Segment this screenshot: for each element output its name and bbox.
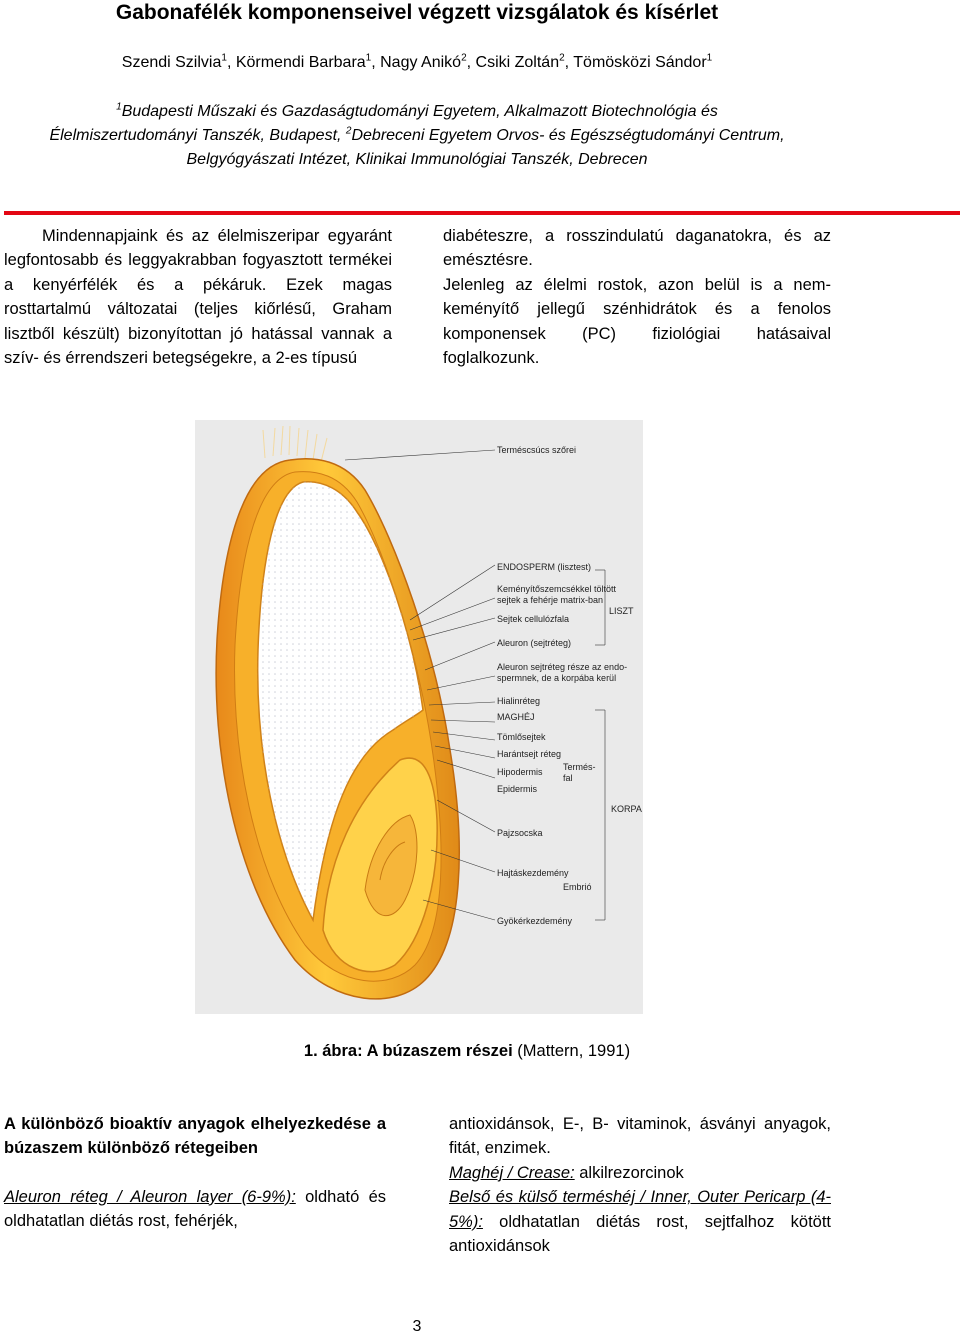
label-aleuron-note-1: Aleuron sejtréteg része az endo-: [497, 662, 628, 672]
label-cross-cells: Harántsejt réteg: [497, 749, 562, 759]
affiliation-line-3: Belgyógyászati Intézet, Klinikai Immunológiai Tanszék, Debrecen: [186, 151, 648, 168]
label-pericarp-2: fal: [563, 773, 573, 783]
author-affiliation-mark: 2: [559, 52, 565, 64]
label-endosperm: ENDOSPERM (lisztest): [497, 562, 592, 572]
section-divider: [4, 211, 960, 215]
page-number: 3: [412, 1318, 422, 1335]
affiliations: [0, 100, 834, 172]
author-list: Szendi Szilvia$^1$, Körmendi Barbara$^1$, Nagy Anikó$^2$, Csiki Zoltán$^2$, Tömösközi Sándor$^1$: [121, 52, 713, 71]
label-hyaline: Hialinréteg: [497, 696, 541, 706]
author-name: Szendi Szilvia: [121, 54, 222, 71]
label-scutellum: Pajzsocska: [497, 828, 543, 838]
author-affiliation-mark: 1: [221, 52, 227, 64]
wheat-grain-figure: [195, 420, 643, 1014]
aleuron-paragraph-cont: antioxidánsok, E-, B- vitaminok, ásványi anyagok, fitát, enzimek.: [449, 1115, 831, 1158]
label-seed-coat: MAGHÉJ: [497, 712, 535, 722]
label-shoot: Hajtáskezdemény: [497, 868, 569, 878]
label-root: Gyökérkezdemény: [497, 916, 573, 926]
intro-right-column: [443, 224, 831, 370]
label-starch-2: sejtek a fehérje matrix-ban: [497, 595, 604, 605]
label-hypodermis: Hipodermis: [497, 767, 543, 777]
intro-left-column: [4, 224, 392, 370]
label-aleuron: Aleuron (sejtréteg): [497, 638, 572, 648]
author-name: Körmendi Barbara: [235, 54, 366, 71]
author-affiliation-mark: 1: [365, 52, 372, 64]
label-cell-walls: Sejtek cellulózfala: [497, 614, 570, 624]
author-affiliation-mark: 1: [706, 52, 713, 64]
section-heading: A különböző bioaktív anyagok elhelyezkedése a búzaszem különböző rétegeiben: [4, 1115, 386, 1158]
author-name: Tömösközi Sándor: [573, 54, 707, 71]
figure-caption: 1. ábra: A búzaszem részei (Mattern, 1991): [303, 1042, 631, 1060]
label-starch-1: Keményítőszemcsékkel töltött: [497, 584, 617, 594]
affiliation-line-2: Élelmiszertudományi Tanszék, Budapest, $^2$Debreceni Egyetem Orvos- és Egészségtudományi Centrum,: [49, 125, 785, 144]
label-flour: LISZT: [609, 606, 634, 616]
label-bran: KORPA: [611, 804, 642, 814]
label-embryo: Embrió: [563, 882, 592, 892]
affiliation-line-1: $^1$Budapesti Műszaki és Gazdaságtudományi Egyetem, Alkalmazott Biotechnológia és: [116, 101, 718, 120]
pericarp-paragraph: Belső és külső terméshéj / Inner, Outer Pericarp (4-5%): oldhatatlan diétás rost, sejtfalhoz kötött antioxidánsok: [449, 1188, 831, 1256]
crease-paragraph: Maghéj / Crease: alkilrezorcinok: [449, 1163, 684, 1182]
label-aleuron-note-2: spermnek, de a korpába kerül: [497, 673, 617, 683]
label-tube-cells: Tömlősejtek: [497, 732, 546, 742]
aleuron-paragraph: Aleuron réteg / Aleuron layer (6-9%): oldható és oldhatatlan diétás rost, fehérjék,: [4, 1187, 386, 1231]
label-pericarp-1: Termés-: [563, 762, 596, 772]
intro-paragraph: Mindennapjaink és az élelmiszeripar egyaránt legfontosabb és leggyakrabban fogyasztott termékei a kenyérfélék és a pékáruk. Ezek magas rosttartalmú változatai (teljes kiőrlésű, Graham lisztből készült) bizonyítottan jó hatással vannak a szív- és érrendszeri betegségekre, a 2-es típusú: [4, 227, 392, 368]
author-name: Nagy Anikó: [380, 54, 462, 71]
intro-paragraph-cont: diabéteszre, a rosszindulatú daganatokra, és az emésztésre.: [443, 227, 831, 270]
document-title: Gabonafélék komponenseivel végzett vizsgálatok és kísérlet: [115, 1, 719, 24]
author-name: Csiki Zoltán: [475, 54, 560, 71]
intro-paragraph-2: Jelenleg az élelmi rostok, azon belül is a nem-keményítő jellegű szénhidrátok és a fenolos komponensek (PC) fiziológiai hatásaival foglalkozunk.: [443, 275, 831, 368]
layers-right-column: [449, 1112, 831, 1258]
label-terminal-hairs: Terméscsúcs szőrei: [497, 445, 577, 455]
author-affiliation-mark: 2: [461, 52, 467, 64]
layers-left-column: [4, 1112, 386, 1234]
label-epidermis: Epidermis: [497, 784, 538, 794]
